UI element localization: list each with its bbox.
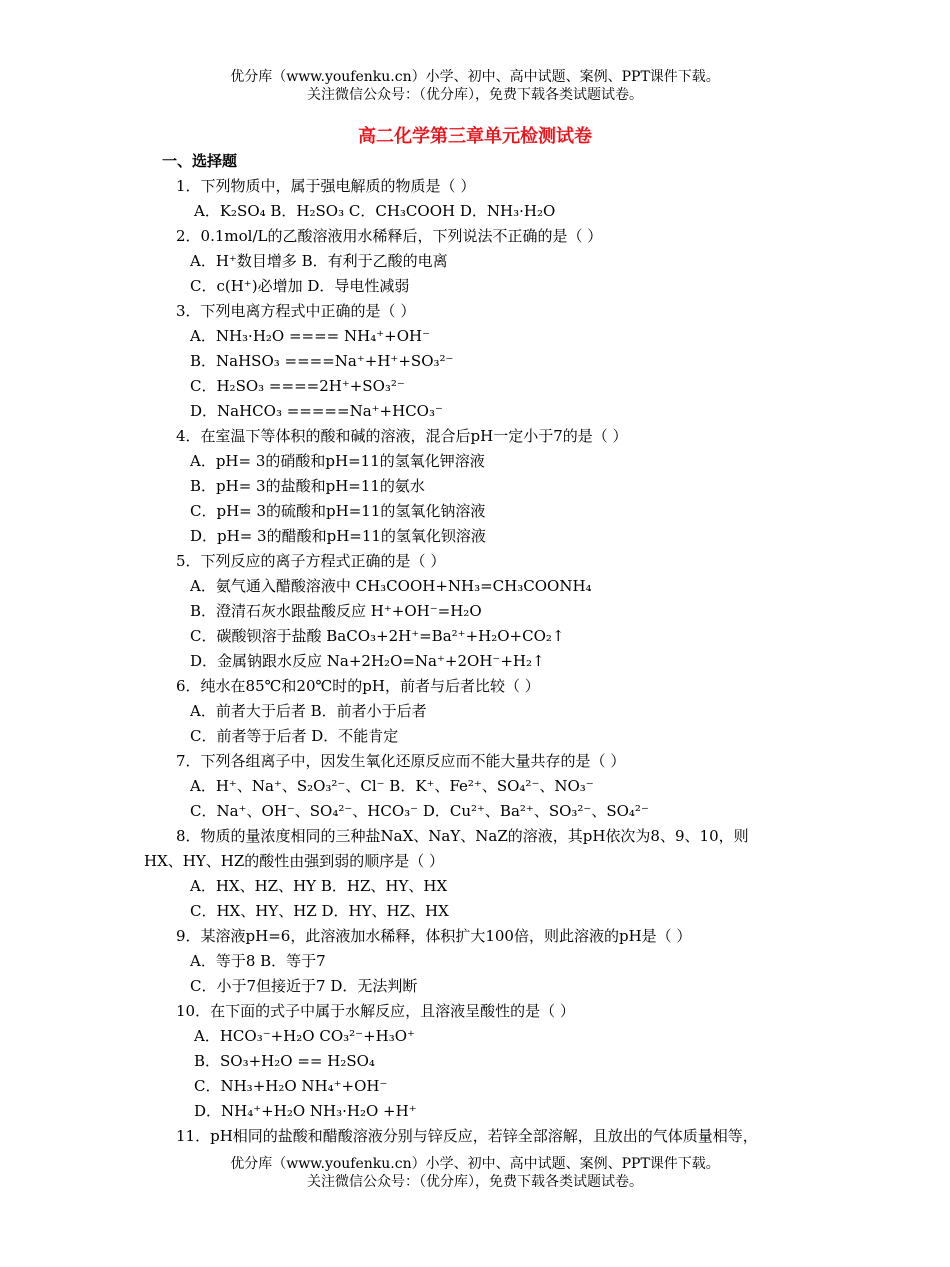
option-4b: B．pH= 3的盐酸和pH=11的氨水 xyxy=(190,477,425,495)
option-4c: C．pH= 3的硫酸和pH=11的氢氧化钠溶液 xyxy=(190,502,486,520)
footer-line-1: 优分库（www.youfenku.cn）小学、初中、高中试题、案例、PPT课件下载。 xyxy=(230,1156,720,1172)
options-2a: A．H⁺数目增多 B．有利于乙酸的电离 xyxy=(190,252,448,270)
question-10: 10．在下面的式子中属于水解反应，且溶液呈酸性的是（ ） xyxy=(176,1002,575,1020)
question-1: 1．下列物质中，属于强电解质的物质是（ ） xyxy=(176,177,476,195)
header-line-2: 关注微信公众号：（优分库），免费下载各类试题试卷。 xyxy=(307,87,643,103)
option-3b: B．NaHSO₃ ====Na⁺+H⁺+SO₃²⁻ xyxy=(190,352,454,370)
option-5b: B．澄清石灰水跟盐酸反应 H⁺+OH⁻=H₂O xyxy=(190,602,482,620)
question-11: 11．pH相同的盐酸和醋酸溶液分别与锌反应，若锌全部溶解，且放出的气体质量相等， xyxy=(176,1127,758,1145)
option-3c: C．H₂SO₃ ====2H⁺+SO₃²⁻ xyxy=(190,377,405,395)
question-7: 7．下列各组离子中，因发生氧化还原反应而不能大量共存的是（ ） xyxy=(176,752,626,770)
options-9b: C．小于7但接近于7 D．无法判断 xyxy=(190,977,418,995)
options-2b: C．c(H⁺)必增加 D．导电性减弱 xyxy=(190,277,410,295)
question-9: 9．某溶液pH=6，此溶液加水稀释，体积扩大100倍，则此溶液的pH是（ ） xyxy=(176,927,692,945)
options-7b: C．Na⁺、OH⁻、SO₄²⁻、HCO₃⁻ D．Cu²⁺、Ba²⁺、SO₃²⁻、SO₄²⁻ xyxy=(190,802,649,820)
section-heading: 一、选择题 xyxy=(162,152,238,170)
question-8-cont: HX、HY、HZ的酸性由强到弱的顺序是（ ） xyxy=(144,852,445,870)
options-6b: C．前者等于后者 D．不能肯定 xyxy=(190,727,399,745)
option-10d: D．NH₄⁺+H₂O NH₃·H₂O +H⁺ xyxy=(194,1102,417,1120)
option-3d: D．NaHCO₃ =====Na⁺+HCO₃⁻ xyxy=(190,402,443,420)
options-6a: A．前者大于后者 B．前者小于后者 xyxy=(190,702,427,720)
option-10c: C．NH₃+H₂O NH₄⁺+OH⁻ xyxy=(194,1077,388,1095)
page-header xyxy=(0,68,950,104)
question-3: 3．下列电离方程式中正确的是（ ） xyxy=(176,302,416,320)
option-10b: B．SO₃+H₂O == H₂SO₄ xyxy=(194,1052,375,1070)
question-2: 2．0.1mol/L的乙酸溶液用水稀释后，下列说法不正确的是（ ） xyxy=(176,227,603,245)
question-6: 6．纯水在85℃和20℃时的pH，前者与后者比较（ ） xyxy=(176,677,540,695)
page-footer xyxy=(0,1155,950,1191)
option-5a: A．氨气通入醋酸溶液中 CH₃COOH+NH₃=CH₃COONH₄ xyxy=(190,577,592,595)
options-8b: C．HX、HY、HZ D．HY、HZ、HX xyxy=(190,902,449,920)
header-line-1: 优分库（www.youfenku.cn）小学、初中、高中试题、案例、PPT课件下载。 xyxy=(230,69,720,85)
options-9a: A．等于8 B．等于7 xyxy=(190,952,326,970)
option-5c: C．碳酸钡溶于盐酸 BaCO₃+2H⁺=Ba²⁺+H₂O+CO₂↑ xyxy=(190,627,565,645)
footer-line-2: 关注微信公众号：（优分库），免费下载各类试题试卷。 xyxy=(307,1174,643,1190)
option-3a: A．NH₃·H₂O ==== NH₄⁺+OH⁻ xyxy=(190,327,431,345)
option-4d: D．pH= 3的醋酸和pH=11的氢氧化钡溶液 xyxy=(190,527,486,545)
option-5d: D．金属钠跟水反应 Na+2H₂O=Na⁺+2OH⁻+H₂↑ xyxy=(190,652,545,670)
options-8a: A．HX、HZ、HY B．HZ、HY、HX xyxy=(190,877,448,895)
question-4: 4．在室温下等体积的酸和碱的溶液，混合后pH一定小于7的是（ ） xyxy=(176,427,628,445)
option-10a: A．HCO₃⁻+H₂O CO₃²⁻+H₃O⁺ xyxy=(194,1027,415,1045)
question-5: 5．下列反应的离子方程式正确的是（ ） xyxy=(176,552,446,570)
page-title: 高二化学第三章单元检测试卷 xyxy=(358,126,592,147)
option-4a: A．pH= 3的硝酸和pH=11的氢氧化钾溶液 xyxy=(190,452,485,470)
options-1: A．K₂SO₄ B．H₂SO₃ C．CH₃COOH D．NH₃·H₂O xyxy=(194,202,556,220)
question-8: 8．物质的量浓度相同的三种盐NaX、NaY、NaZ的溶液，其pH依次为8、9、10，则 xyxy=(176,827,749,845)
options-7a: A．H⁺、Na⁺、S₂O₃²⁻、Cl⁻ B．K⁺、Fe²⁺、SO₄²⁻、NO₃⁻ xyxy=(190,777,594,795)
